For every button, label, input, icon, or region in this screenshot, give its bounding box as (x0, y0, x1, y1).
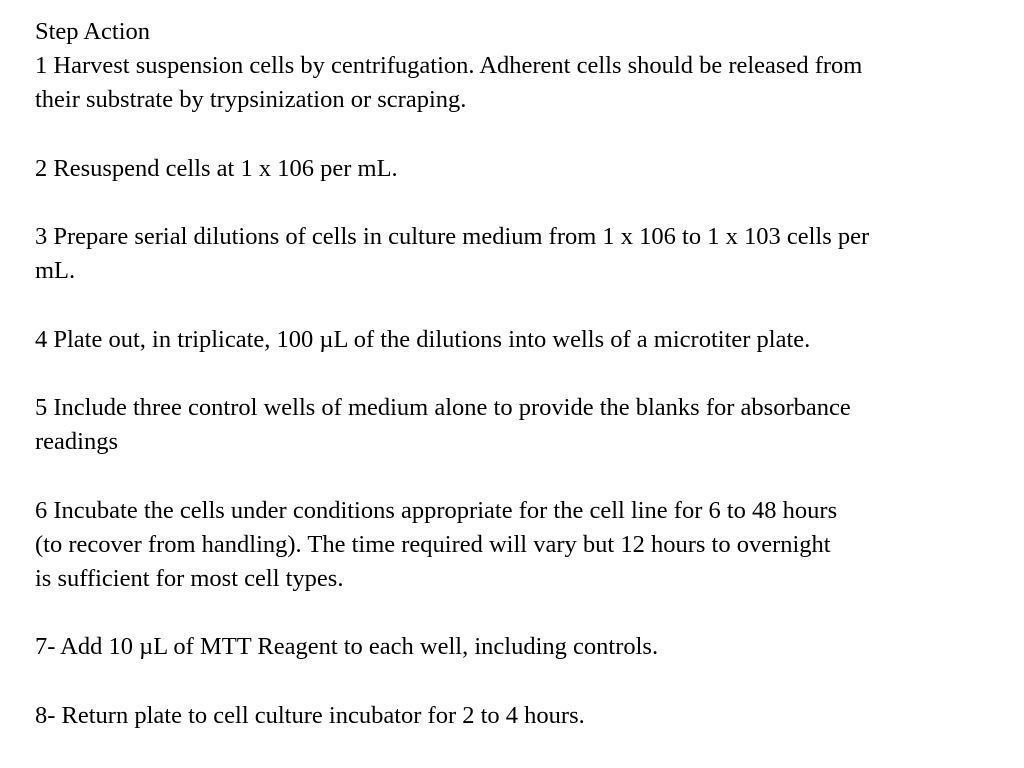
step-3 (35, 220, 1010, 288)
paragraph-gap (35, 118, 1010, 152)
paragraph-gap (35, 357, 1010, 391)
step-8 (35, 699, 1010, 733)
step-6-line-3: is sufficient for most cell types. (35, 565, 344, 592)
step-6-line-2: (to recover from handling). The time required will vary but 12 hours to overnight (35, 530, 831, 558)
step-3-line-1: 3 Prepare serial dilutions of cells in culture medium from 1 x 106 to 1 x 103 cells per (35, 223, 870, 251)
step-5 (35, 391, 1010, 459)
step-1-line-1: 1 Harvest suspension cells by centrifugation. Adherent cells should be released from (35, 52, 863, 80)
paragraph-gap (35, 665, 1010, 699)
step-4-line-1: 4 Plate out, in triplicate, 100 µL of the dilutions into wells of a microtiter plate. (35, 325, 811, 353)
step-3-line-2: mL. (35, 257, 76, 285)
step-6-line-1: 6 Incubate the cells under conditions appropriate for the cell line for 6 to 48 hours (35, 496, 838, 524)
step-1-line-2: their substrate by trypsinization or scraping. (35, 86, 467, 114)
paragraph-gap (35, 289, 1010, 323)
protocol-text (35, 15, 1010, 733)
step-4 (35, 323, 1010, 357)
step-2-line-1: 2 Resuspend cells at 1 x 106 per mL. (35, 154, 398, 182)
step-2 (35, 152, 1010, 186)
step-5-line-2: readings (35, 428, 118, 456)
step-action-header: Step Action (35, 18, 151, 45)
step-7-line-1: 7- Add 10 µL of MTT Reagent to each well, including controls. (35, 633, 659, 661)
paragraph-gap (35, 459, 1010, 493)
step-7 (35, 630, 1010, 664)
paragraph-gap (35, 186, 1010, 220)
paragraph-gap (35, 596, 1010, 630)
step-1 (35, 49, 1010, 117)
step-6 (35, 494, 1010, 597)
step-5-line-1: 5 Include three control wells of medium alone to provide the blanks for absorbance (35, 394, 851, 422)
step-8-line-1: 8- Return plate to cell culture incubator for 2 to 4 hours. (35, 701, 585, 729)
